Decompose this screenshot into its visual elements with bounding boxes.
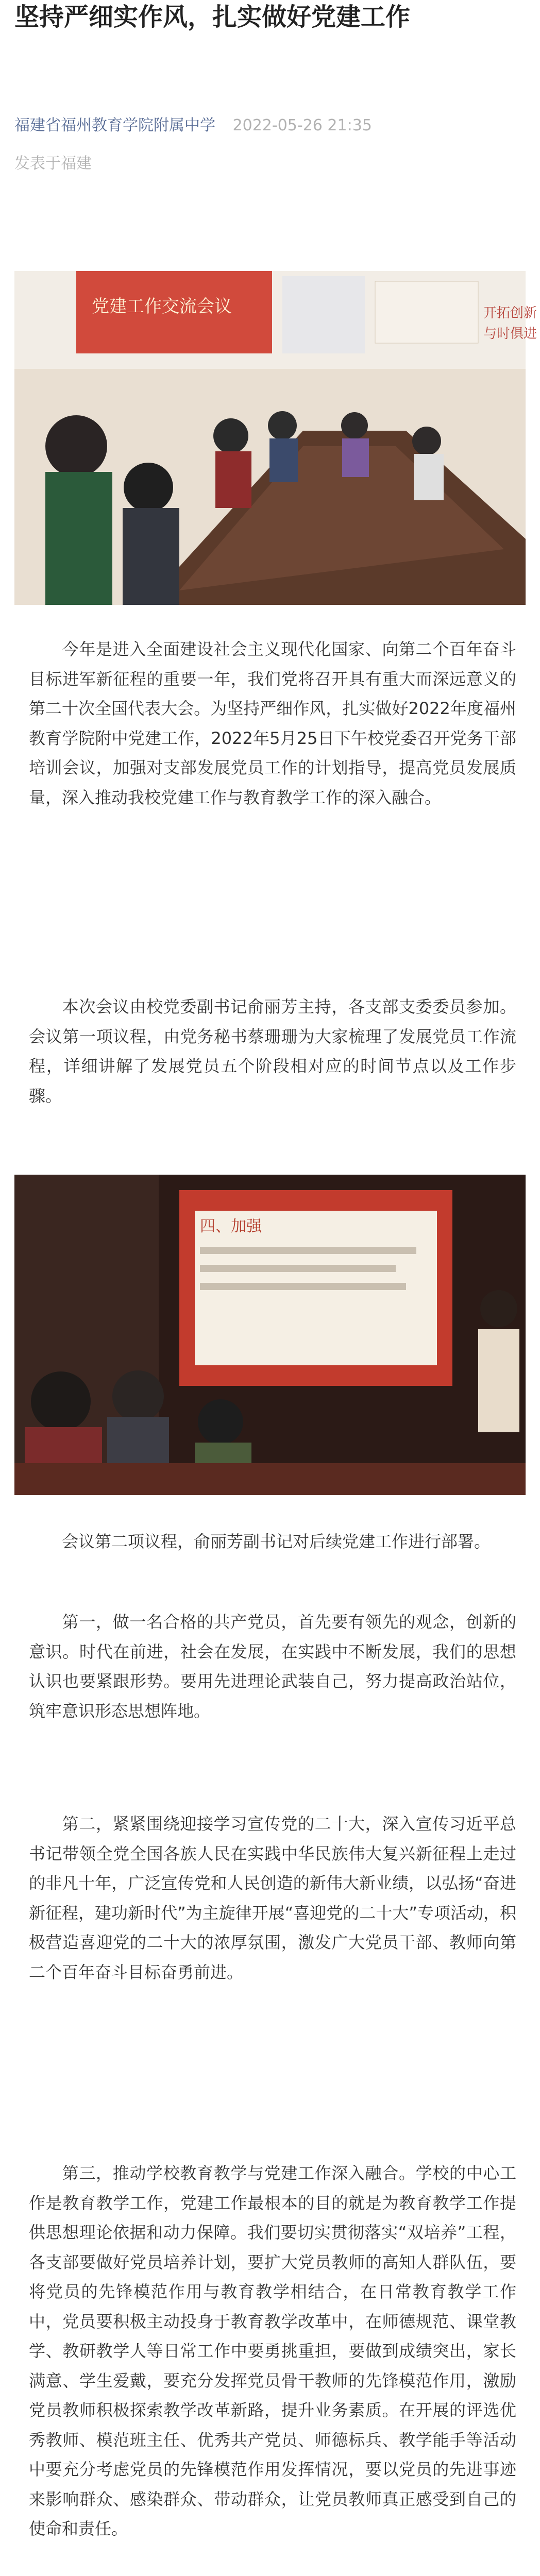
paragraph-host: 本次会议由校党委副书记俞丽芳主持，各支部支委委员参加。会议第一项议程，由党务秘书蔡珊珊为大家梳理了发展党员工作流程，详细讲解了发展党员五个阶段相对应的时间节点以及工作步骤。: [29, 997, 516, 1106]
meeting-photo-2: [14, 1175, 526, 1495]
article-title: 坚持严细实作风，扎实做好党建工作: [14, 3, 411, 31]
publish-location: 发表于福建: [14, 155, 92, 173]
paragraph-point-3: 第三，推动学校教育教学与党建工作深入融合。学校的中心工作是教育教学工作，党建工作最根本的目的就是为教育教学工作提供思想理论依据和动力保障。我们要切实贯彻落实“双培养”工程，各支部要做好党员培养计划，要扩大党员教师的高知人群队伍，要将党员的先锋模范作用与教育教学相结合，在日常教育教学工作中，党员要积极主动投身于教育教学改革中，在师德规范、课堂教学、教研教学人等日常工作中要勇挑重担，要做到成绩突出，家长满意、学生爱戴，要充分发挥党员骨干教师的先锋模范作用，激励党员教师积极探索教学改革新路，提升业务素质。在开展的评选优秀教师、模范班主任、优秀共产党员、师德标兵、教学能手等活动中要充分考虑党员的先锋模范作用发挥情况，要以党员的先进事迹来影响群众、感染群众、带动群众，让党员教师真正感受到自己的使命和责任。: [29, 2163, 516, 2538]
article-meta: [14, 112, 372, 135]
wall-text-1: 开拓创新: [483, 306, 537, 321]
slide-title: 四、加强: [200, 1217, 262, 1235]
publish-date: 2022-05-26 21:35: [232, 116, 372, 134]
paragraph-point-1: 第一，做一名合格的共产党员，首先要有领先的观念，创新的意识。时代在前进，社会在发展，在实践中不断发展，我们的思想认识也要紧跟形势。要用先进理论武装自己，努力提高政治站位，筑牢意识形态思想阵地。: [29, 1612, 516, 1721]
paragraph-agenda: 会议第二项议程，俞丽芳副书记对后续党建工作进行部署。: [62, 1532, 491, 1551]
meeting-photo-1: [14, 271, 537, 605]
banner-text: 党建工作交流会议: [92, 296, 232, 317]
paragraph-intro: 今年是进入全面建设社会主义现代化国家、向第二个百年奋斗目标进军新征程的重要一年，我们党将召开具有重大而深远意义的第二十次全国代表大会。为坚持严细作风，扎实做好2022年度福州教育学院附中党建工作，2022年5月25日下午校党委召开党务干部培训会议，加强对支部发展党员工作的计划指导，提高党员发展质量，深入推动我校党建工作与教育教学工作的深入融合。: [29, 639, 516, 807]
paragraph-point-2: 第二，紧紧围绕迎接学习宣传党的二十大，深入宣传习近平总书记带领全党全国各族人民在实践中华民族伟大复兴新征程上走过的非凡十年，广泛宣传党和人民创造的新伟大新业绩，以弘扬“奋进新征程，建功新时代”为主旋律开展“喜迎党的二十大”专项活动，积极营造喜迎党的二十大的浓厚氛围，激发广大党员干部、教师向第二个百年奋斗目标奋勇前进。: [29, 1814, 516, 1982]
account-link[interactable]: 福建省福州教育学院附属中学: [14, 116, 215, 134]
wall-text-2: 与时俱进: [483, 326, 537, 342]
